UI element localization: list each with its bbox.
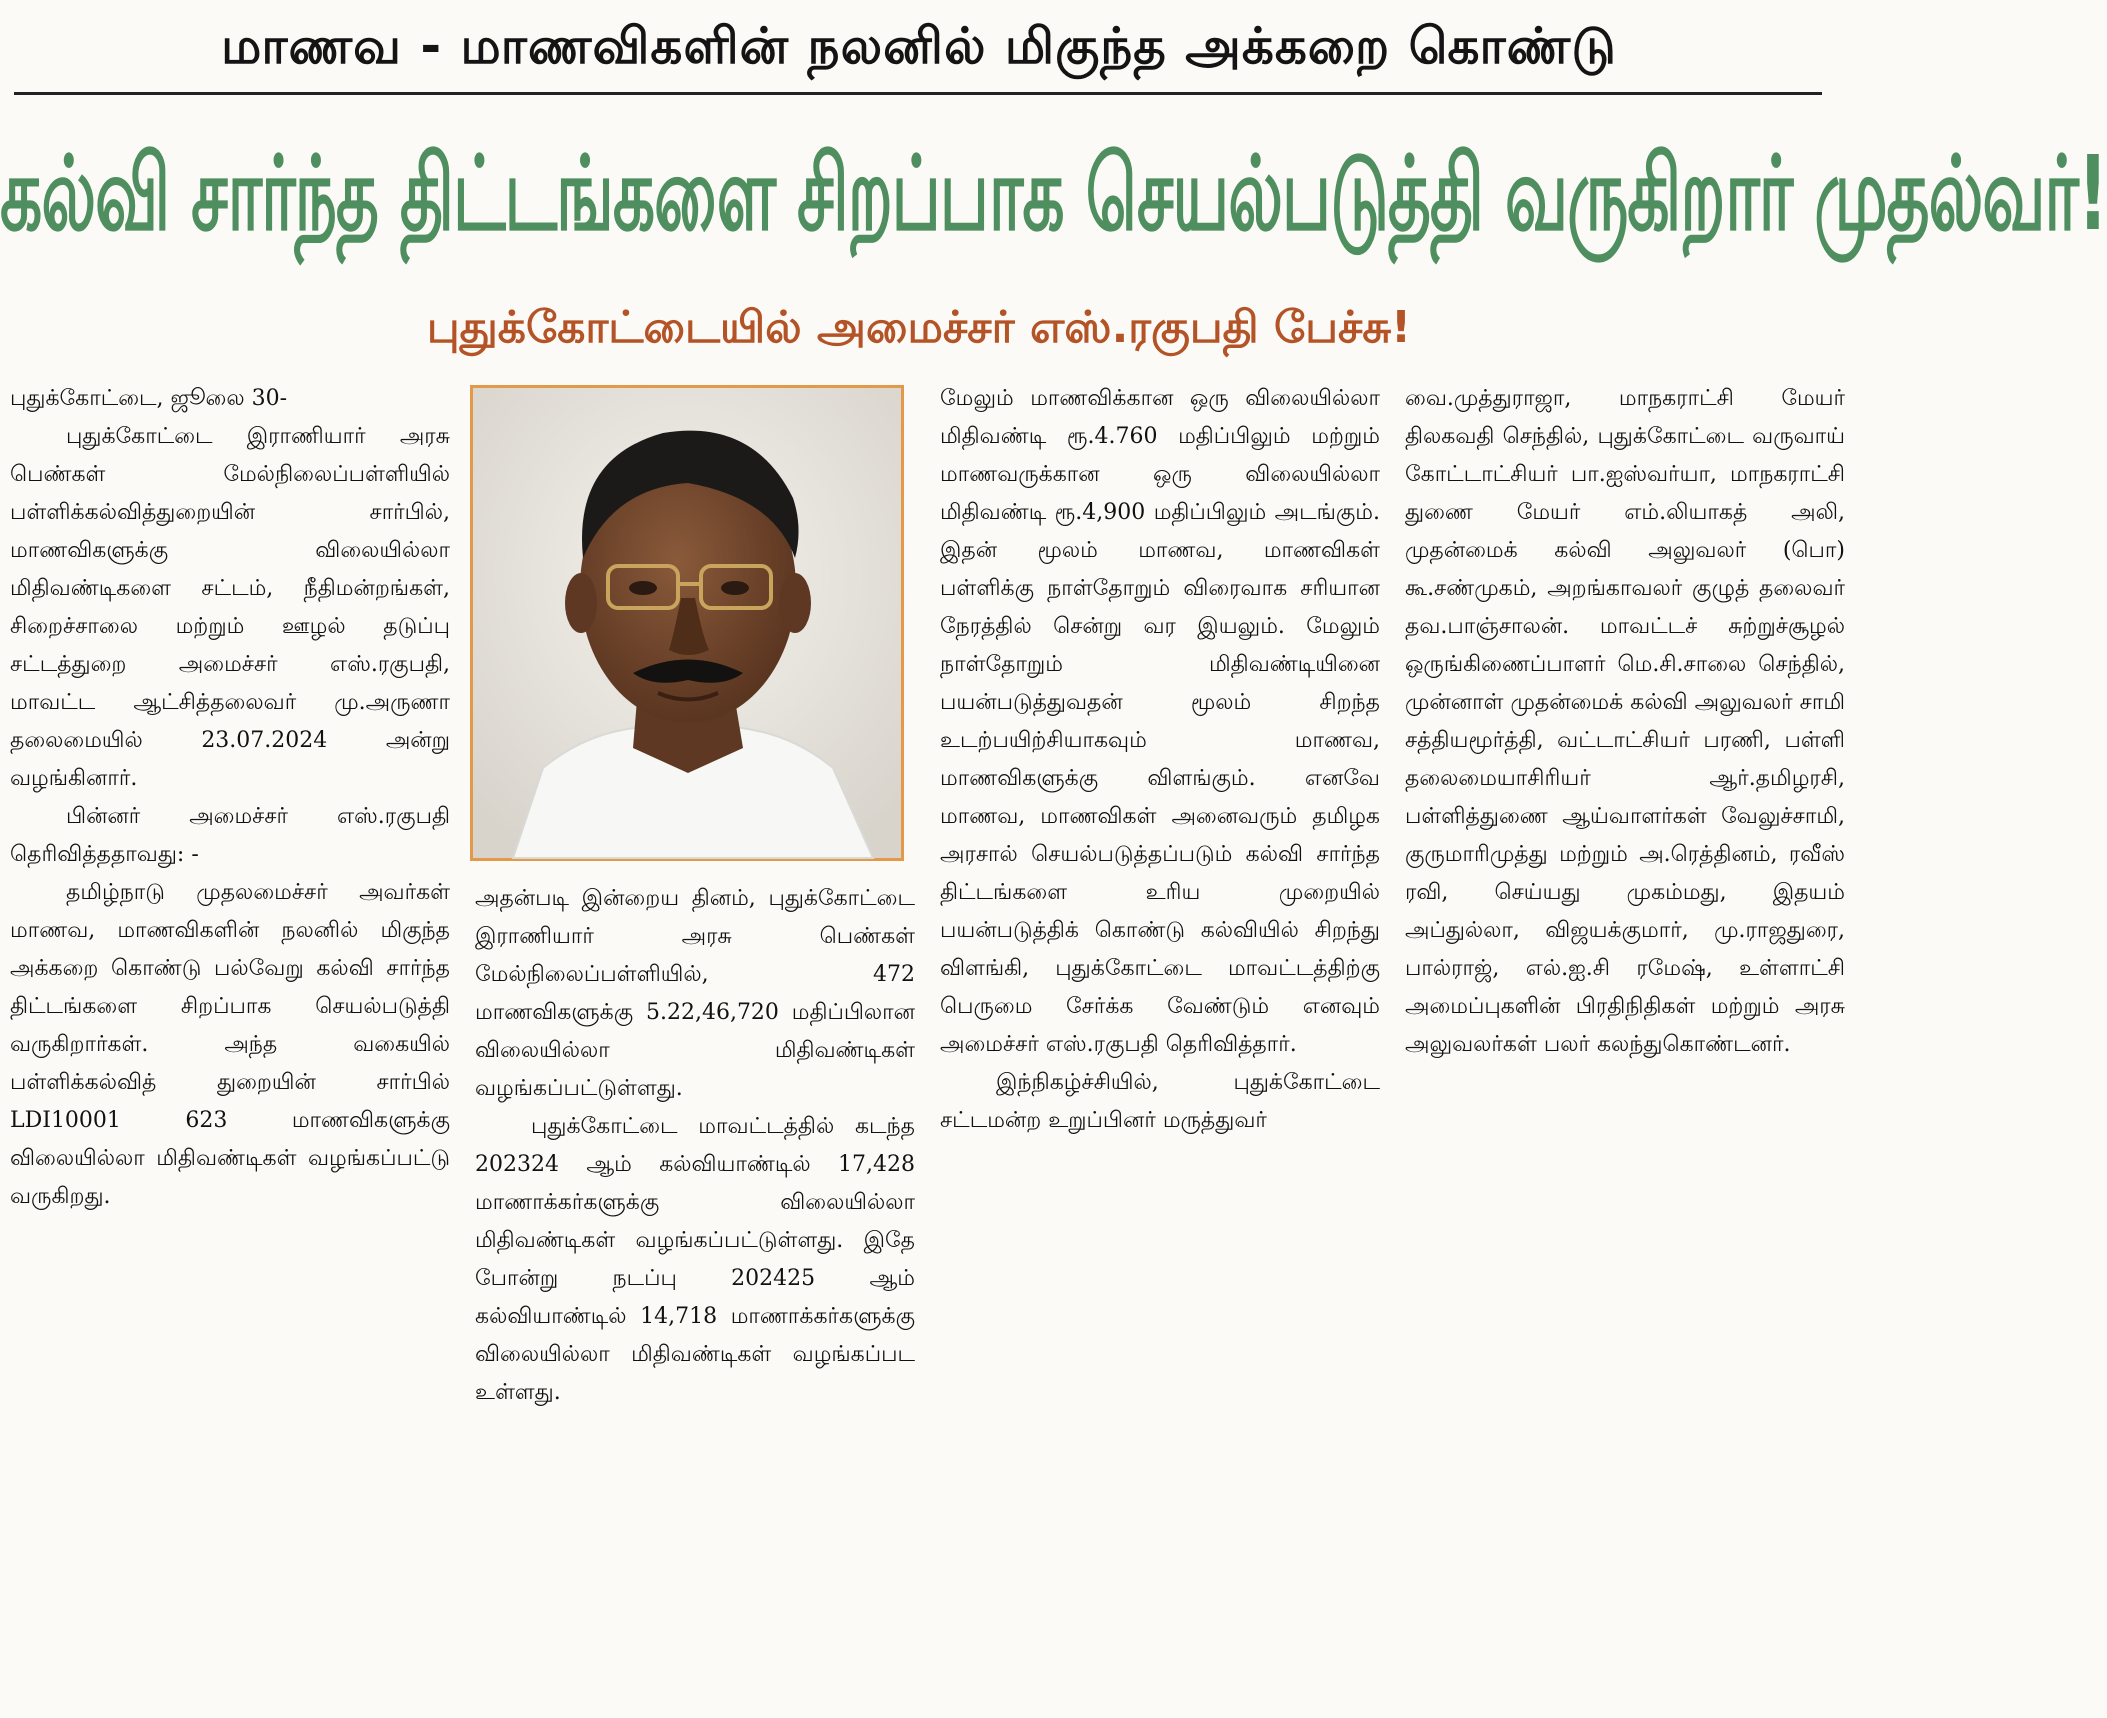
paragraph: அதன்படி இன்றைய தினம், புதுக்கோட்டை இராணியார் அரசு பெண்கள் மேல்நிலைப்பள்ளியில், 472 மாணவிகளுக்கு 5.22,46,720 மதிப்பிலான விலையில்லா மிதிவண்டிகள் வழங்கப்பட்டுள்ளது. [475, 886, 915, 1101]
paragraph: பின்னர் அமைச்சர் எஸ்.ரகுபதி தெரிவித்ததாவது: - [10, 804, 450, 867]
paragraph: புதுக்கோட்டை மாவட்டத்தில் கடந்த 202324 ஆம் கல்வியாண்டில் 17,428 மாணாக்கர்களுக்கு விலையில்லா மிதிவண்டிகள் வழங்கப்பட்டுள்ளது. இதே போன்று நடப்பு 202425 ஆம் கல்வியாண்டில் 14,718 மாணாக்கர்களுக்கு விலையில்லா மிதிவண்டிகள் வழங்கப்பட உள்ளது. [475, 1114, 915, 1405]
paragraph: இந்நிகழ்ச்சியில், புதுக்கோட்டை சட்டமன்ற உறுப்பினர் மருத்துவர் [940, 1070, 1380, 1133]
portrait-image [473, 388, 901, 858]
dateline: புதுக்கோட்டை, ஜூலை 30- [10, 386, 288, 411]
article-column-4 [1405, 380, 1845, 1710]
paragraph: புதுக்கோட்டை இராணியார் அரசு பெண்கள் மேல்நிலைப்பள்ளியில் பள்ளிக்கல்வித்துறையின் சார்பில், மாணவிகளுக்கு விலையில்லா மிதிவண்டிகளை சட்டம், நீதிமன்றங்கள், சிறைச்சாலை மற்றும் ஊழல் தடுப்பு சட்டத்துறை அமைச்சர் எஸ்.ரகுபதி, மாவட்ட ஆட்சித்தலைவர் மு.அருணா தலைமையில் 23.07.2024 அன்று வழங்கினார். [10, 424, 450, 791]
main-headline: கல்வி சார்ந்த திட்டங்களை சிறப்பாக செயல்படுத்தி வருகிறார் முதல்வர்! [0, 134, 2107, 254]
minister-photo [470, 385, 904, 861]
paragraph: மேலும் மாணவிக்கான ஒரு விலையில்லா மிதிவண்டி ரூ.4.760 மதிப்பிலும் மற்றும் மாணவருக்கான ஒரு விலையில்லா மிதிவண்டி ரூ.4,900 மதிப்பிலும் அடங்கும். இதன் மூலம் மாணவ, மாணவிகள் பள்ளிக்கு நாள்தோறும் விரைவாக சரியான நேரத்தில் சென்று வர இயலும். மேலும் நாள்தோறும் மிதிவண்டியினை பயன்படுத்துவதன் மூலம் சிறந்த உடற்பயிற்சியாகவும் மாணவ, மாணவிகளுக்கு விளங்கும். எனவே மாணவ, மாணவிகள் அனைவரும் தமிழக அரசால் செயல்படுத்தப்படும் கல்வி சார்ந்த திட்டங்களை உரிய முறையில் பயன்படுத்திக் கொண்டு கல்வியில் சிறந்து விளங்கி, புதுக்கோட்டை மாவட்டத்திற்கு பெருமை சேர்க்க வேண்டும் எனவும் அமைச்சர் எஸ்.ரகுபதி தெரிவித்தார். [940, 386, 1380, 1057]
article-column-2 [475, 880, 915, 1710]
kicker-headline: மாணவ - மாணவிகளின் நலனில் மிகுந்த அக்கறை கொண்டு [221, 17, 1617, 75]
article-column-1 [10, 380, 450, 1710]
paragraph: வை.முத்துராஜா, மாநகராட்சி மேயர் திலகவதி செந்தில், புதுக்கோட்டை வருவாய் கோட்டாட்சியர் பா.ஐஸ்வர்யா, மாநகராட்சி துணை மேயர் எம்.லியாகத் அலி, முதன்மைக் கல்வி அலுவலர் (பொ) கூ.சண்முகம், அறங்காவலர் குழுத் தலைவர் தவ.பாஞ்சாலன். மாவட்டச் சுற்றுச்சூழல் ஒருங்கிணைப்பாளர் மெ.சி.சாலை செந்தில், முன்னாள் முதன்மைக் கல்வி அலுவலர் சாமி சத்தியமூர்த்தி, வட்டாட்சியர் பரணி, பள்ளி தலைமையாசிரியர் ஆர்.தமிழரசி, பள்ளித்துணை ஆய்வாளர்கள் வேலுச்சாமி, குருமாரிமுத்து மற்றும் அ.ரெத்தினம், ரவீஸ் ரவி, செய்யது முகம்மது, இதயம் அப்துல்லா, விஜயக்குமார், மு.ராஜதுரை, பால்ராஜ், எல்.ஐ.சி ரமேஷ், உள்ளாட்சி அமைப்புகளின் பிரதிநிதிகள் மற்றும் அரசு அலுவலர்கள் பலர் கலந்துகொண்டனர். [1405, 386, 1845, 1057]
article-column-3 [940, 380, 1380, 1710]
sub-headline: புதுக்கோட்டையில் அமைச்சர் எஸ்.ரகுபதி பேச்சு! [426, 302, 1412, 353]
paragraph: தமிழ்நாடு முதலமைச்சர் அவர்கள் மாணவ, மாணவிகளின் நலனில் மிகுந்த அக்கறை கொண்டு பல்வேறு கல்வி சார்ந்த திட்டங்களை சிறப்பாக செயல்படுத்தி வருகிறார்கள். அந்த வகையில் பள்ளிக்கல்வித் துறையின் சார்பில் LDI10001 623 மாணவிகளுக்கு விலையில்லா மிதிவண்டிகள் வழங்கப்பட்டு வருகிறது. [10, 880, 450, 1209]
